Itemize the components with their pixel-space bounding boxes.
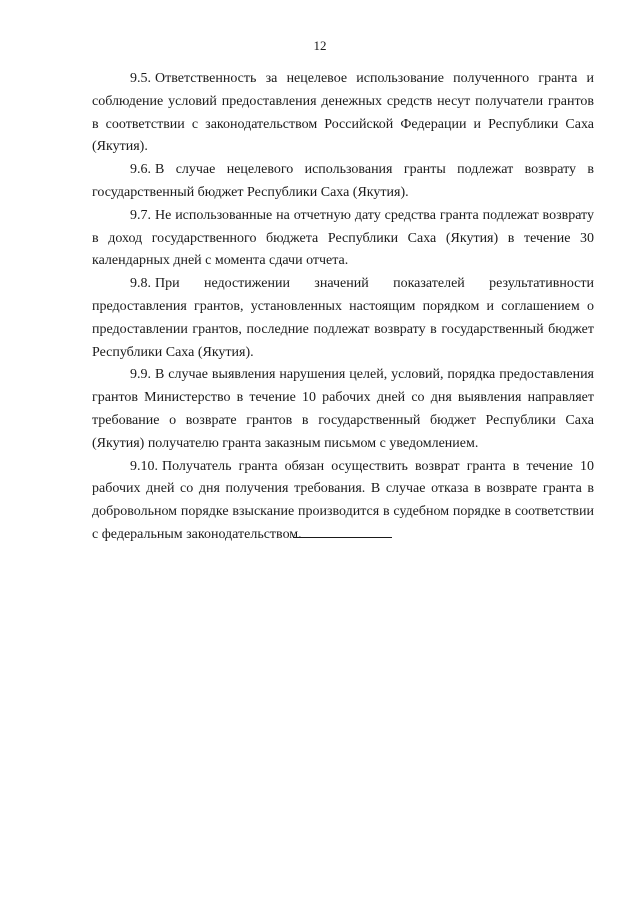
paragraph-9-9 [92,364,594,455]
paragraph-number: 9.10. [130,458,158,474]
paragraph-text: В случае нецелевого использования гранты подлежат возврату в государственный бюджет Республики Саха (Якутия). [92,162,594,200]
paragraph-9-10 [92,456,594,547]
paragraph-text: Не использованные на отчетную дату средства гранта подлежат возврату в доход государственного бюджета Республики Саха (Якутия) в течение 30 календарных дней с момента сдачи отчета. [92,207,594,269]
paragraph-9-7 [92,205,594,273]
paragraph-text: Ответственность за нецелевое использование полученного гранта и соблюдение условий предоставления денежных средств несут получатели грантов в соответствии с законодательством Российской Федерации и Республики Саха (Якутия). [92,71,594,155]
paragraph-text: В случае выявления нарушения целей, условий, порядка предоставления грантов Министерство в течение 10 рабочих дней со дня выявления направляет требование о возврате грантов в государственный бюджет Республики Саха (Якутия) получателю гранта заказным письмом с уведомлением. [92,367,594,451]
paragraph-text: Получатель гранта обязан осуществить возврат гранта в течение 10 рабочих дней со дня получения требования. В случае отказа в возврате гранта в добровольном порядке взыскание производится в судебном порядке в соответствии с федеральным законодательством. [92,458,594,542]
end-separator-line [293,537,392,538]
page-number: 12 [313,38,327,53]
document-body [92,68,594,547]
paragraph-number: 9.8. [130,276,151,292]
paragraph-9-5 [92,68,594,159]
paragraph-number: 9.9. [130,367,151,383]
paragraph-text: При недостижении значений показателей результативности предоставления грантов, установленных настоящим порядком и соглашением о предоставлении грантов, последние подлежат возврату в государственный бюджет Республики Саха (Якутия). [92,276,594,360]
paragraph-number: 9.7. [130,207,151,223]
paragraph-9-6 [92,159,594,205]
paragraph-9-8 [92,273,594,364]
paragraph-number: 9.6. [130,162,151,178]
paragraph-number: 9.5. [130,71,151,86]
